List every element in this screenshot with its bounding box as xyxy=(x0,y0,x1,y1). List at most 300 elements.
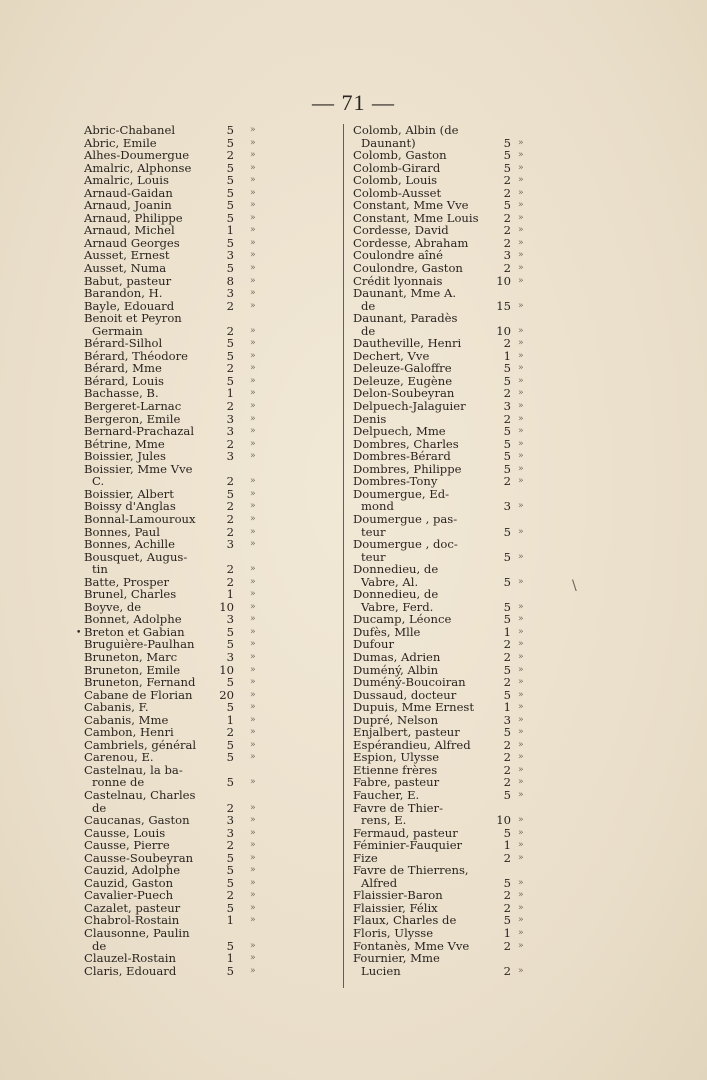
subscriber-entry xyxy=(353,199,538,212)
ditto-mark: » xyxy=(250,237,256,248)
ditto-mark: » xyxy=(518,877,524,888)
subscriber-entry xyxy=(84,952,274,965)
column-divider xyxy=(343,124,344,988)
subscription-amount: 2 xyxy=(503,185,511,200)
subscription-amount: 2 xyxy=(226,574,234,589)
subscriber-name: Barandon, H. xyxy=(84,286,163,301)
ditto-mark: » xyxy=(518,212,524,223)
right-column xyxy=(353,124,538,977)
subscriber-name: Dombres-Tony xyxy=(353,474,438,489)
ditto-mark: » xyxy=(250,401,256,412)
subscription-amount: 3 xyxy=(503,712,511,727)
subscription-amount: 2 xyxy=(226,323,234,338)
subscriber-name: Bonnes, Achille xyxy=(84,537,175,552)
subscription-amount: 5 xyxy=(226,938,234,953)
subscriber-entry xyxy=(353,174,538,187)
ditto-mark: » xyxy=(250,338,256,349)
ditto-mark: » xyxy=(518,689,524,700)
subscriber-name: Dautheville, Henri xyxy=(353,336,462,351)
subscription-amount: 5 xyxy=(226,336,234,351)
ditto-mark: » xyxy=(518,350,524,361)
margin-pencil-mark: \ xyxy=(572,578,577,594)
ditto-mark: » xyxy=(250,689,256,700)
subscriber-entry xyxy=(84,287,274,300)
subscription-amount: 2 xyxy=(503,963,511,978)
subscription-amount: 1 xyxy=(503,348,511,363)
subscriber-name: Bruneton, Emile xyxy=(84,662,181,677)
subscriber-entry xyxy=(84,149,274,162)
subscription-amount: 1 xyxy=(503,926,511,940)
subscription-amount: 2 xyxy=(226,800,234,815)
subscriber-entry xyxy=(84,588,274,601)
subscriber-name: Colomb, Gaston xyxy=(353,148,447,163)
subscription-amount: 5 xyxy=(503,373,511,388)
subscriber-name: Boissier, Jules xyxy=(84,449,166,464)
subscriber-name: Arnaud, Michel xyxy=(84,223,175,238)
subscriber-name: teur xyxy=(361,524,386,539)
subscriber-entry xyxy=(353,400,538,413)
subscription-amount: 5 xyxy=(226,637,234,652)
subscriber-name: Cabanis, F. xyxy=(84,700,149,715)
subscriber-name: Cabane de Florian xyxy=(84,687,193,702)
subscription-amount: 5 xyxy=(503,361,511,376)
subscriber-entry xyxy=(84,337,274,350)
subscriber-name: Germain xyxy=(92,323,143,338)
subscription-amount: 2 xyxy=(503,474,511,489)
subscriber-name: Abric-Chabanel xyxy=(84,123,176,137)
subscriber-name: Batte, Prosper xyxy=(84,574,170,589)
subscription-amount: 5 xyxy=(226,737,234,752)
ditto-mark: » xyxy=(518,639,524,650)
subscriber-name: Flaissier-Baron xyxy=(353,888,443,903)
subscriber-name: Dombres, Charles xyxy=(353,436,459,451)
subscriber-name: Bonnes, Paul xyxy=(84,524,160,539)
subscriber-name: Doumergue , pas- xyxy=(353,511,458,526)
subscriber-name: Dufour xyxy=(353,637,395,652)
ditto-mark: » xyxy=(518,438,524,449)
ditto-mark: » xyxy=(518,476,524,487)
ditto-mark: » xyxy=(250,526,256,537)
subscriber-entry xyxy=(353,149,538,162)
subscriber-entry xyxy=(84,789,274,802)
subscription-amount: 2 xyxy=(503,261,511,276)
subscriber-name: Colomb, Albin (de xyxy=(353,123,459,137)
subscriber-entry xyxy=(353,450,538,463)
ditto-mark: » xyxy=(250,890,256,901)
ditto-mark: » xyxy=(250,263,256,274)
ditto-mark: » xyxy=(250,162,256,173)
subscription-amount: 3 xyxy=(503,499,511,514)
subscriber-name: Bonnet, Adolphe xyxy=(84,612,182,627)
left-column xyxy=(84,124,274,977)
subscription-amount: 2 xyxy=(503,900,511,915)
subscriber-entry xyxy=(353,538,538,551)
subscriber-name: Delpuech-Jalaguier xyxy=(353,399,466,414)
subscription-amount: 2 xyxy=(503,637,511,652)
subscription-amount: 5 xyxy=(503,662,511,677)
subscriber-name: Dussaud, docteur xyxy=(353,687,457,702)
subscriber-entry xyxy=(353,927,538,940)
subscription-amount: 5 xyxy=(226,624,234,639)
ditto-mark: » xyxy=(250,363,256,374)
ditto-mark: » xyxy=(250,739,256,750)
margin-dot-mark: • xyxy=(76,628,82,638)
subscriber-entry xyxy=(353,312,538,325)
subscriber-name: Cauzid, Gaston xyxy=(84,875,174,890)
subscription-amount: 5 xyxy=(503,787,511,802)
subscription-amount: 5 xyxy=(503,160,511,175)
ditto-mark: » xyxy=(250,727,256,738)
ditto-mark: » xyxy=(518,463,524,474)
subscriber-name: Flaux, Charles de xyxy=(353,913,457,928)
subscriber-entry xyxy=(353,965,538,978)
ditto-mark: » xyxy=(518,200,524,211)
subscription-amount: 3 xyxy=(226,286,234,301)
subscription-amount: 10 xyxy=(219,662,234,677)
subscriber-entry xyxy=(84,538,274,551)
subscriber-name: Favre de Thier- xyxy=(353,800,444,815)
ditto-mark: » xyxy=(250,940,256,951)
ditto-mark: » xyxy=(250,601,256,612)
subscriber-name: tin xyxy=(92,562,108,577)
subscription-amount: 5 xyxy=(226,210,234,225)
subscriber-name: Brunel, Charles xyxy=(84,587,177,602)
ditto-mark: » xyxy=(518,827,524,838)
subscriber-name: Duméný, Albin xyxy=(353,662,439,677)
subscriber-name: Daunant, Mme A. xyxy=(353,286,457,301)
ditto-mark: » xyxy=(518,789,524,800)
subscriber-name: Fabre, pasteur xyxy=(353,775,440,790)
subscriber-entry xyxy=(353,751,538,764)
subscriber-entry xyxy=(84,651,274,664)
subscriber-name: Colomb-Ausset xyxy=(353,185,442,200)
subscription-amount: 5 xyxy=(503,524,511,539)
subscriber-name: C. xyxy=(92,474,105,489)
subscription-amount: 5 xyxy=(226,963,234,978)
subscriber-name: Espion, Ulysse xyxy=(353,750,440,765)
subscriber-name: Espérandieu, Alfred xyxy=(353,737,471,752)
subscription-amount: 5 xyxy=(503,599,511,614)
subscriber-name: Fontanès, Mme Vve xyxy=(353,938,470,953)
subscriber-entry xyxy=(353,613,538,626)
ditto-mark: » xyxy=(518,175,524,186)
subscription-amount: 2 xyxy=(226,511,234,526)
subscriber-name: Arnaud Georges xyxy=(84,235,180,250)
subscriber-name: Floris, Ulysse xyxy=(353,926,434,940)
ditto-mark: » xyxy=(250,150,256,161)
subscriber-name: Fermaud, pasteur xyxy=(353,825,458,840)
ditto-mark: » xyxy=(518,300,524,311)
subscription-amount: 5 xyxy=(226,486,234,501)
subscriber-entry xyxy=(84,174,274,187)
subscription-amount: 5 xyxy=(503,436,511,451)
subscriber-entry xyxy=(353,425,538,438)
ditto-mark: » xyxy=(250,388,256,399)
subscriber-name: Dombres, Philippe xyxy=(353,461,462,476)
subscriber-entry xyxy=(84,965,274,978)
subscriber-entry xyxy=(353,789,538,802)
ditto-mark: » xyxy=(518,413,524,424)
subscriber-entry xyxy=(353,262,538,275)
ditto-mark: » xyxy=(250,664,256,675)
subscriber-name: Fize xyxy=(353,850,378,865)
subscriber-name: Causse-Soubeyran xyxy=(84,850,194,865)
subscription-amount: 5 xyxy=(226,900,234,915)
subscription-amount: 1 xyxy=(503,700,511,715)
subscription-amount: 5 xyxy=(226,160,234,175)
ditto-mark: » xyxy=(250,488,256,499)
subscriber-name: Colomb-Girard xyxy=(353,160,441,175)
ditto-mark: » xyxy=(518,526,524,537)
ditto-mark: » xyxy=(518,250,524,261)
subscription-amount: 3 xyxy=(226,424,234,439)
subscriber-name: Bruneton, Marc xyxy=(84,649,178,664)
ditto-mark: » xyxy=(518,702,524,713)
subscriber-name: Bruguière-Paulhan xyxy=(84,637,195,652)
subscriber-name: Chabrol-Rostain xyxy=(84,913,180,928)
subscriber-entry xyxy=(353,726,538,739)
ditto-mark: » xyxy=(518,601,524,612)
subscription-amount: 2 xyxy=(503,235,511,250)
ditto-mark: » xyxy=(250,852,256,863)
ditto-mark: » xyxy=(518,890,524,901)
subscriber-name: Dumas, Adrien xyxy=(353,649,441,664)
ditto-mark: » xyxy=(250,777,256,788)
subscriber-name: Castelnau, la ba- xyxy=(84,762,183,777)
ditto-mark: » xyxy=(250,651,256,662)
ditto-mark: » xyxy=(250,840,256,851)
subscriber-entry xyxy=(84,513,274,526)
subscriber-entry xyxy=(84,463,274,476)
subscriber-entry xyxy=(84,563,274,576)
subscriber-entry xyxy=(84,400,274,413)
subscriber-name: Benoit et Peyron xyxy=(84,311,182,326)
subscription-amount: 2 xyxy=(503,223,511,238)
subscription-amount: 3 xyxy=(226,825,234,840)
subscriber-name: Bérard, Théodore xyxy=(84,348,189,363)
ditto-mark: » xyxy=(250,865,256,876)
subscription-amount: 1 xyxy=(503,624,511,639)
ditto-mark: » xyxy=(518,764,524,775)
ditto-mark: » xyxy=(518,576,524,587)
subscription-amount: 5 xyxy=(503,449,511,464)
subscriber-entry xyxy=(84,450,274,463)
subscriber-name: Ausset, Ernest xyxy=(84,248,170,263)
ditto-mark: » xyxy=(250,965,256,976)
subscriber-name: Coulondre, Gaston xyxy=(353,261,463,276)
subscriber-name: Doumergue , doc- xyxy=(353,537,458,552)
subscriber-name: Constant, Mme Vve xyxy=(353,198,469,213)
subscription-amount: 3 xyxy=(226,248,234,263)
subscriber-name: Colomb, Louis xyxy=(353,173,438,188)
subscription-amount: 2 xyxy=(226,399,234,414)
subscriber-name: Donnedieu, de xyxy=(353,587,439,602)
subscription-amount: 3 xyxy=(226,813,234,828)
ditto-mark: » xyxy=(518,451,524,462)
subscriber-entry xyxy=(84,613,274,626)
ditto-mark: » xyxy=(518,426,524,437)
ditto-mark: » xyxy=(518,714,524,725)
ditto-mark: » xyxy=(518,902,524,913)
subscription-amount: 2 xyxy=(226,148,234,163)
subscriber-name: Boyve, de xyxy=(84,599,142,614)
subscriber-entry xyxy=(84,425,274,438)
ditto-mark: » xyxy=(250,137,256,148)
ditto-mark: » xyxy=(250,451,256,462)
subscription-amount: 2 xyxy=(503,850,511,865)
ditto-mark: » xyxy=(250,250,256,261)
subscriber-name: Clausonne, Paulin xyxy=(84,926,190,940)
subscriber-name: Delpuech, Mme xyxy=(353,424,446,439)
ditto-mark: » xyxy=(250,275,256,286)
subscription-amount: 10 xyxy=(496,323,511,338)
subscription-amount: 5 xyxy=(226,750,234,765)
subscription-amount: 5 xyxy=(226,235,234,250)
subscriber-name: Carenou, E. xyxy=(84,750,154,765)
ditto-mark: » xyxy=(518,137,524,148)
subscription-amount: 1 xyxy=(226,386,234,401)
subscriber-name: Enjalbert, pasteur xyxy=(353,725,460,740)
ditto-mark: » xyxy=(518,840,524,851)
ditto-mark: » xyxy=(518,363,524,374)
subscription-amount: 5 xyxy=(226,875,234,890)
subscription-amount: 5 xyxy=(503,725,511,740)
subscription-amount: 5 xyxy=(503,135,511,150)
subscription-amount: 1 xyxy=(503,838,511,853)
subscriber-name: Dupré, Nelson xyxy=(353,712,439,727)
subscriber-name: Caucanas, Gaston xyxy=(84,813,190,828)
subscription-amount: 5 xyxy=(503,875,511,890)
subscriber-name: Bergeret-Larnac xyxy=(84,399,182,414)
subscriber-name: Coulondre aîné xyxy=(353,248,443,263)
subscription-amount: 10 xyxy=(496,813,511,828)
subscriber-entry xyxy=(353,124,538,137)
subscriber-name: Donnedieu, de xyxy=(353,562,439,577)
subscriber-name: Arnaud-Gaidan xyxy=(84,185,173,200)
subscriber-name: rens, E. xyxy=(361,813,407,828)
subscriber-entry xyxy=(353,337,538,350)
subscriber-entry xyxy=(353,563,538,576)
subscriber-name: Causse, Louis xyxy=(84,825,166,840)
subscription-amount: 2 xyxy=(226,725,234,740)
subscriber-entry xyxy=(353,651,538,664)
subscription-amount: 5 xyxy=(503,549,511,564)
subscriber-entry xyxy=(84,676,274,689)
subscriber-name: Bruneton, Fernand xyxy=(84,675,196,690)
subscription-amount: 2 xyxy=(503,938,511,953)
subscriber-name: Daunant) xyxy=(361,135,416,150)
subscriber-name: Bérard, Mme xyxy=(84,361,162,376)
subscription-amount: 2 xyxy=(503,173,511,188)
subscriber-name: Bérard, Louis xyxy=(84,373,164,388)
ditto-mark: » xyxy=(518,551,524,562)
subscriber-name: Arnaud, Philippe xyxy=(84,210,183,225)
ditto-mark: » xyxy=(250,212,256,223)
subscription-amount: 5 xyxy=(503,574,511,589)
ditto-mark: » xyxy=(250,476,256,487)
ditto-mark: » xyxy=(518,275,524,286)
ditto-mark: » xyxy=(250,539,256,550)
subscriber-name: Boissier, Mme Vve xyxy=(84,461,193,476)
ditto-mark: » xyxy=(518,752,524,763)
subscriber-entry xyxy=(353,952,538,965)
subscription-amount: 2 xyxy=(503,675,511,690)
subscription-amount: 5 xyxy=(226,850,234,865)
subscriber-name: Cavalier-Puech xyxy=(84,888,174,903)
subscriber-entry xyxy=(353,588,538,601)
subscriber-name: Dufès, Mlle xyxy=(353,624,421,639)
subscriber-name: Abric, Emile xyxy=(84,135,157,150)
subscription-amount: 5 xyxy=(503,424,511,439)
subscriber-name: Arnaud, Joanin xyxy=(84,198,172,213)
subscriber-name: Boissier, Albert xyxy=(84,486,174,501)
subscriber-name: de xyxy=(92,800,107,815)
subscription-amount: 2 xyxy=(226,888,234,903)
subscription-amount: 2 xyxy=(226,524,234,539)
subscriber-name: Bergeron, Emile xyxy=(84,411,181,426)
subscriber-entry xyxy=(84,475,274,488)
ditto-mark: » xyxy=(250,513,256,524)
subscription-amount: 3 xyxy=(503,248,511,263)
subscriber-name: Bonnal-Lamouroux xyxy=(84,511,196,526)
ditto-mark: » xyxy=(250,815,256,826)
ditto-mark: » xyxy=(250,225,256,236)
subscriber-name: Dombres-Bérard xyxy=(353,449,451,464)
ditto-mark: » xyxy=(518,815,524,826)
subscriber-entry xyxy=(353,814,538,827)
ditto-mark: » xyxy=(250,915,256,926)
subscription-amount: 2 xyxy=(503,888,511,903)
subscriber-name: Duméný-Boucoiran xyxy=(353,675,466,690)
subscriber-name: Alfred xyxy=(361,875,398,890)
subscription-amount: 5 xyxy=(226,348,234,363)
ditto-mark: » xyxy=(518,614,524,625)
ditto-mark: » xyxy=(518,338,524,349)
ditto-mark: » xyxy=(518,150,524,161)
ditto-mark: » xyxy=(250,953,256,964)
subscription-amount: 1 xyxy=(226,712,234,727)
subscriber-name: Daunant, Paradès xyxy=(353,311,458,326)
ditto-mark: » xyxy=(518,162,524,173)
subscription-amount: 2 xyxy=(503,750,511,765)
subscriber-name: Faucher, E. xyxy=(353,787,420,802)
subscriber-name: Vabre, Ferd. xyxy=(361,599,434,614)
subscription-amount: 5 xyxy=(503,612,511,627)
subscriber-entry xyxy=(353,701,538,714)
subscriber-name: de xyxy=(361,323,376,338)
ditto-mark: » xyxy=(250,350,256,361)
subscriber-name: Claris, Edouard xyxy=(84,963,177,978)
subscriber-name: Clauzel-Rostain xyxy=(84,951,176,966)
subscription-amount: 5 xyxy=(503,913,511,928)
subscription-amount: 2 xyxy=(226,436,234,451)
ditto-mark: » xyxy=(250,614,256,625)
ditto-mark: » xyxy=(250,438,256,449)
ditto-mark: » xyxy=(518,375,524,386)
subscription-amount: 8 xyxy=(226,273,234,288)
subscriber-name: Bernard-Prachazal xyxy=(84,424,195,439)
subscription-amount: 2 xyxy=(503,336,511,351)
ditto-mark: » xyxy=(250,877,256,888)
subscription-amount: 5 xyxy=(226,775,234,790)
subscriber-name: Cazalet, pasteur xyxy=(84,900,181,915)
subscriber-entry xyxy=(84,312,274,325)
subscriber-name: Vabre, Al. xyxy=(361,574,419,589)
subscription-amount: 5 xyxy=(226,123,234,137)
subscriber-name: Lucien xyxy=(361,963,401,978)
subscriber-entry xyxy=(84,199,274,212)
subscription-amount: 3 xyxy=(226,537,234,552)
